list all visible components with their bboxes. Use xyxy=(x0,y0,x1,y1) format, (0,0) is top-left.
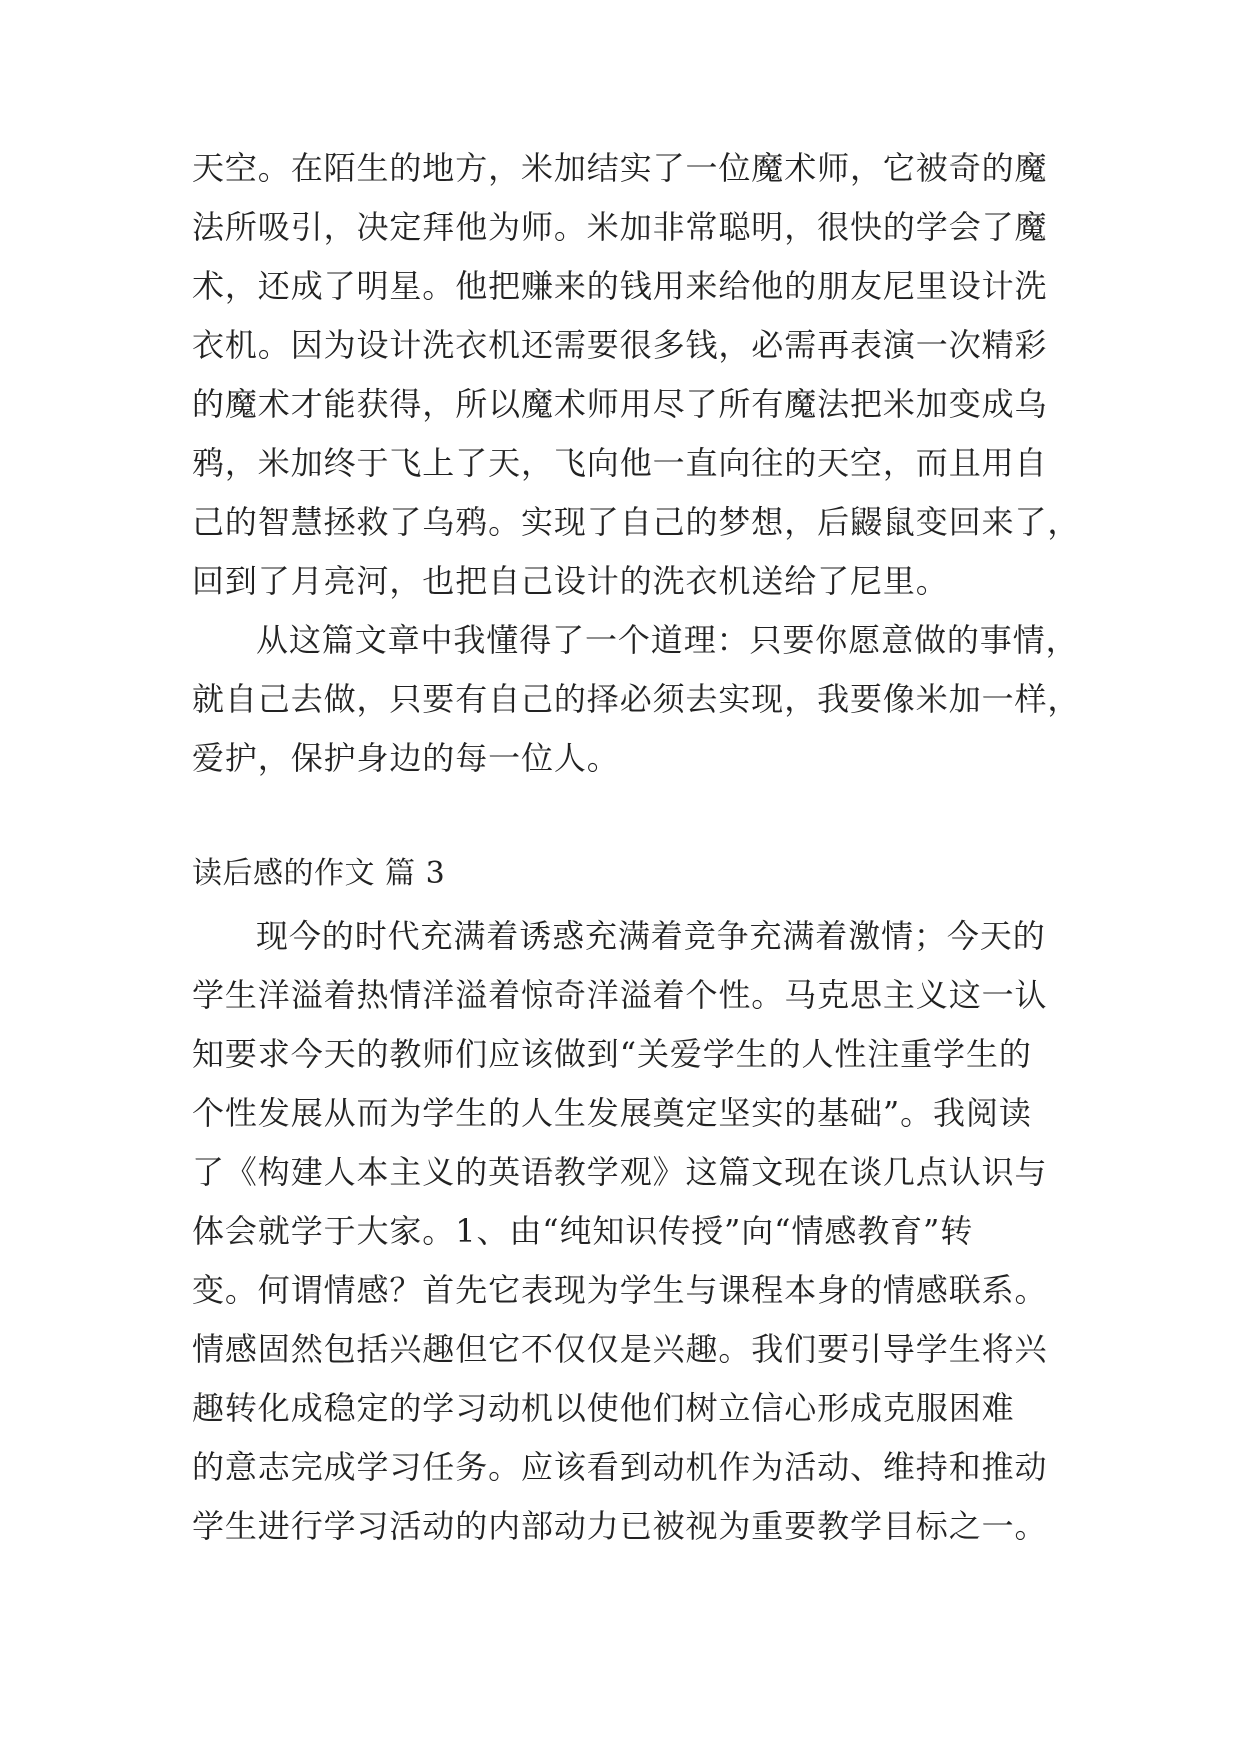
text-line: 变。何谓情感？首先它表现为学生与课程本身的情感联系。 xyxy=(192,1271,1048,1309)
text-line: 鸦，米加终于飞上了天，飞向他一直向往的天空，而且用自 xyxy=(192,444,1048,482)
text-line: 回到了月亮河，也把自己设计的洗衣机送给了尼里。 xyxy=(192,562,949,600)
text-line: 体会就学于大家。1、由“纯知识传授”向“情感教育”转 xyxy=(192,1212,974,1250)
text-line: 衣机。因为设计洗衣机还需要很多钱，必需再表演一次精彩 xyxy=(192,326,1048,364)
text-line: 爱护，保护身边的每一位人。 xyxy=(192,739,620,777)
text-line: 情感固然包括兴趣但它不仅仅是兴趣。我们要引导学生将兴 xyxy=(192,1330,1048,1368)
text-line: 个性发展从而为学生的人生发展奠定坚实的基础”。我阅读 xyxy=(192,1094,1032,1132)
text-line: 现今的时代充满着诱惑充满着竞争充满着激情；今天的 xyxy=(256,917,1046,955)
text-line: 学生进行学习活动的内部动力已被视为重要教学目标之一。 xyxy=(192,1507,1048,1545)
section-heading: 读后感的作文 篇 3 xyxy=(192,856,446,891)
text-line: 就自己去做，只要有自己的择必须去实现，我要像米加一样， xyxy=(192,680,1081,718)
text-line: 从这篇文章中我懂得了一个道理：只要你愿意做的事情， xyxy=(256,621,1079,659)
text-line: 的意志完成学习任务。应该看到动机作为活动、维持和推动 xyxy=(192,1448,1048,1486)
text-line: 术，还成了明星。他把赚来的钱用来给他的朋友尼里设计洗 xyxy=(192,267,1048,305)
text-line: 趣转化成稳定的学习动机以使他们树立信心形成克服困难 xyxy=(192,1389,1015,1427)
text-line: 天空。在陌生的地方，米加结实了一位魔术师，它被奇的魔 xyxy=(192,149,1048,187)
text-line: 己的智慧拯救了乌鸦。实现了自己的梦想，后鼹鼠变回来了， xyxy=(192,503,1081,541)
text-line: 学生洋溢着热情洋溢着惊奇洋溢着个性。马克思主义这一认 xyxy=(192,976,1048,1014)
text-line: 的魔术才能获得，所以魔术师用尽了所有魔法把米加变成乌 xyxy=(192,385,1048,423)
text-line: 法所吸引，决定拜他为师。米加非常聪明，很快的学会了魔 xyxy=(192,208,1048,246)
text-line: 了《构建人本主义的英语教学观》这篇文现在谈几点认识与 xyxy=(192,1153,1048,1191)
text-line: 知要求今天的教师们应该做到“关爱学生的人性注重学生的 xyxy=(192,1035,1032,1073)
